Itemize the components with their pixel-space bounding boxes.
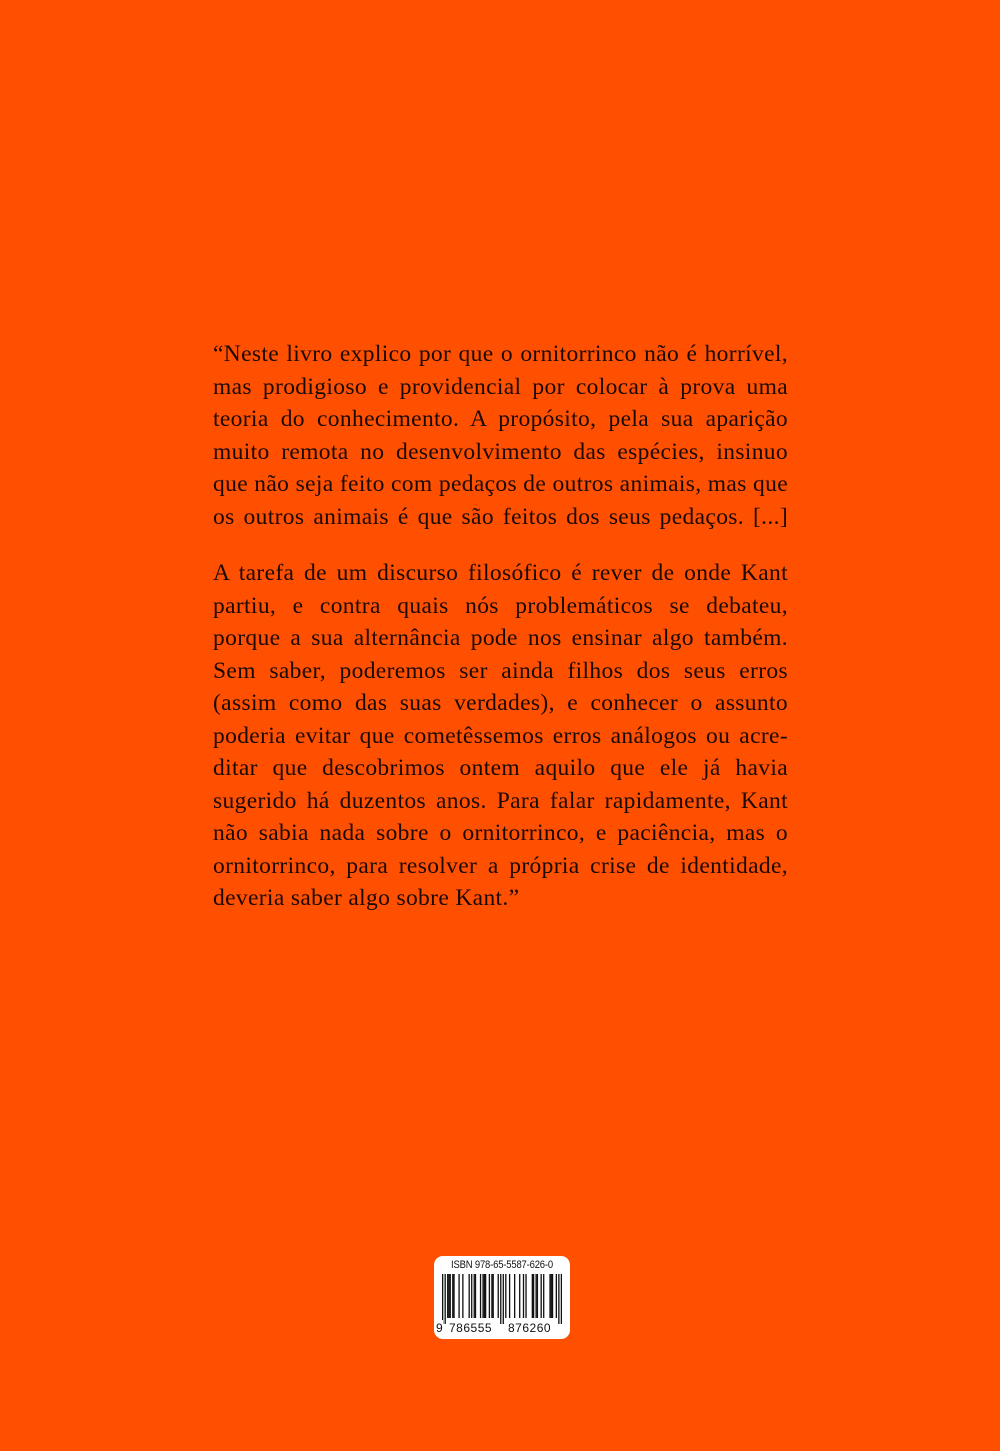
quote-line: (assim como das suas verdades), e conhecer o assunto — [213, 690, 788, 716]
barcode-bar — [537, 1274, 538, 1318]
barcode-bar — [452, 1274, 453, 1318]
barcode-bar — [453, 1274, 454, 1318]
quote-line: não sabia nada sobre o ornitorrinco, e paciência, mas o — [213, 820, 788, 846]
quote-line: porque a sua alternância pode nos ensinar algo também. — [213, 625, 788, 651]
barcode-icon — [442, 1274, 562, 1324]
quote-line: Sem saber, poderemos ser ainda filhos dos seus erros — [213, 657, 788, 684]
barcode-bar — [551, 1274, 552, 1318]
isbn-barcode — [434, 1256, 570, 1339]
barcode-bar — [458, 1274, 459, 1318]
barcode-bar — [561, 1274, 562, 1324]
quote-line: os outros animais é que são feitos dos seus pedaços. [...] — [213, 503, 788, 530]
barcode-digit-group-right: 876260 — [508, 1321, 552, 1335]
quote-line: poderia evitar que cometêssemos erros análogos ou acre- — [213, 722, 788, 749]
barcode-bar — [471, 1274, 472, 1318]
barcode-bar — [442, 1274, 443, 1324]
quote-line: deveria saber algo sobre Kant.” — [213, 885, 520, 911]
barcode-bar — [500, 1274, 501, 1324]
barcode-bar — [474, 1274, 475, 1318]
barcode-bar — [484, 1274, 485, 1318]
quote-line: A tarefa de um discurso filosófico é rever de onde Kant — [213, 560, 788, 586]
barcode-bar — [503, 1274, 504, 1324]
barcode-bar — [450, 1274, 451, 1318]
barcode-bar — [523, 1274, 524, 1318]
barcode-bar — [485, 1274, 486, 1318]
barcode-bar — [445, 1274, 446, 1324]
barcode-bar — [535, 1274, 536, 1318]
quote-line: muito remota no desenvolvimento das espécies, insinuo — [213, 438, 788, 465]
barcode-bar — [480, 1274, 481, 1318]
barcode-bar — [469, 1274, 470, 1318]
back-cover-quote — [213, 338, 788, 915]
barcode-bar — [482, 1274, 483, 1318]
barcode-bar — [541, 1274, 542, 1318]
quote-line: mas prodigioso e providencial por colocar à prova uma — [213, 373, 788, 400]
barcode-bar — [448, 1274, 449, 1318]
quote-paragraph-1 — [213, 338, 788, 533]
barcode-bar — [552, 1274, 553, 1318]
barcode-bars — [442, 1274, 562, 1324]
quote-line: teoria do conhecimento. A propósito, pela sua aparição — [213, 406, 788, 432]
barcode-bar — [549, 1274, 550, 1318]
barcode-bar — [533, 1274, 534, 1318]
barcode-bar — [498, 1274, 499, 1318]
barcode-bar — [509, 1274, 510, 1318]
barcode-bar — [447, 1274, 448, 1318]
barcode-bar — [489, 1274, 490, 1318]
barcode-bar — [556, 1274, 557, 1318]
barcode-bar — [543, 1274, 544, 1318]
barcode-bar — [475, 1274, 476, 1318]
barcode-bar — [462, 1274, 463, 1318]
barcode-bar — [558, 1274, 559, 1324]
isbn-label: ISBN 978-65-5587-626-0 — [451, 1259, 553, 1271]
barcode-bar — [519, 1274, 520, 1318]
barcode-bar — [491, 1274, 492, 1318]
barcode-digits — [434, 1320, 570, 1336]
barcode-digit-lead: 9 — [436, 1321, 443, 1335]
barcode-bar — [532, 1274, 533, 1318]
quote-line: “Neste livro explico por que o ornitorrinco não é horrível, — [213, 341, 788, 367]
quote-line: sugerido há duzentos anos. Para falar rapidamente, Kant — [213, 787, 788, 814]
barcode-bar — [505, 1274, 506, 1318]
quote-line: ornitorrinco, para resolver a própria crise de identidade, — [213, 852, 788, 879]
quote-line: que não seja feito com pedaços de outros animais, mas que — [213, 471, 788, 497]
barcode-bar — [514, 1274, 515, 1318]
barcode-bar — [493, 1274, 494, 1318]
quote-line: ditar que descobrimos ontem aquilo que ele já havia — [213, 755, 788, 781]
barcode-digit-group-left: 786555 — [449, 1321, 493, 1335]
barcode-bar — [525, 1274, 526, 1318]
quote-paragraph-2 — [213, 557, 788, 915]
quote-line: partiu, e contra quais nós problemáticos se debateu, — [213, 592, 788, 619]
